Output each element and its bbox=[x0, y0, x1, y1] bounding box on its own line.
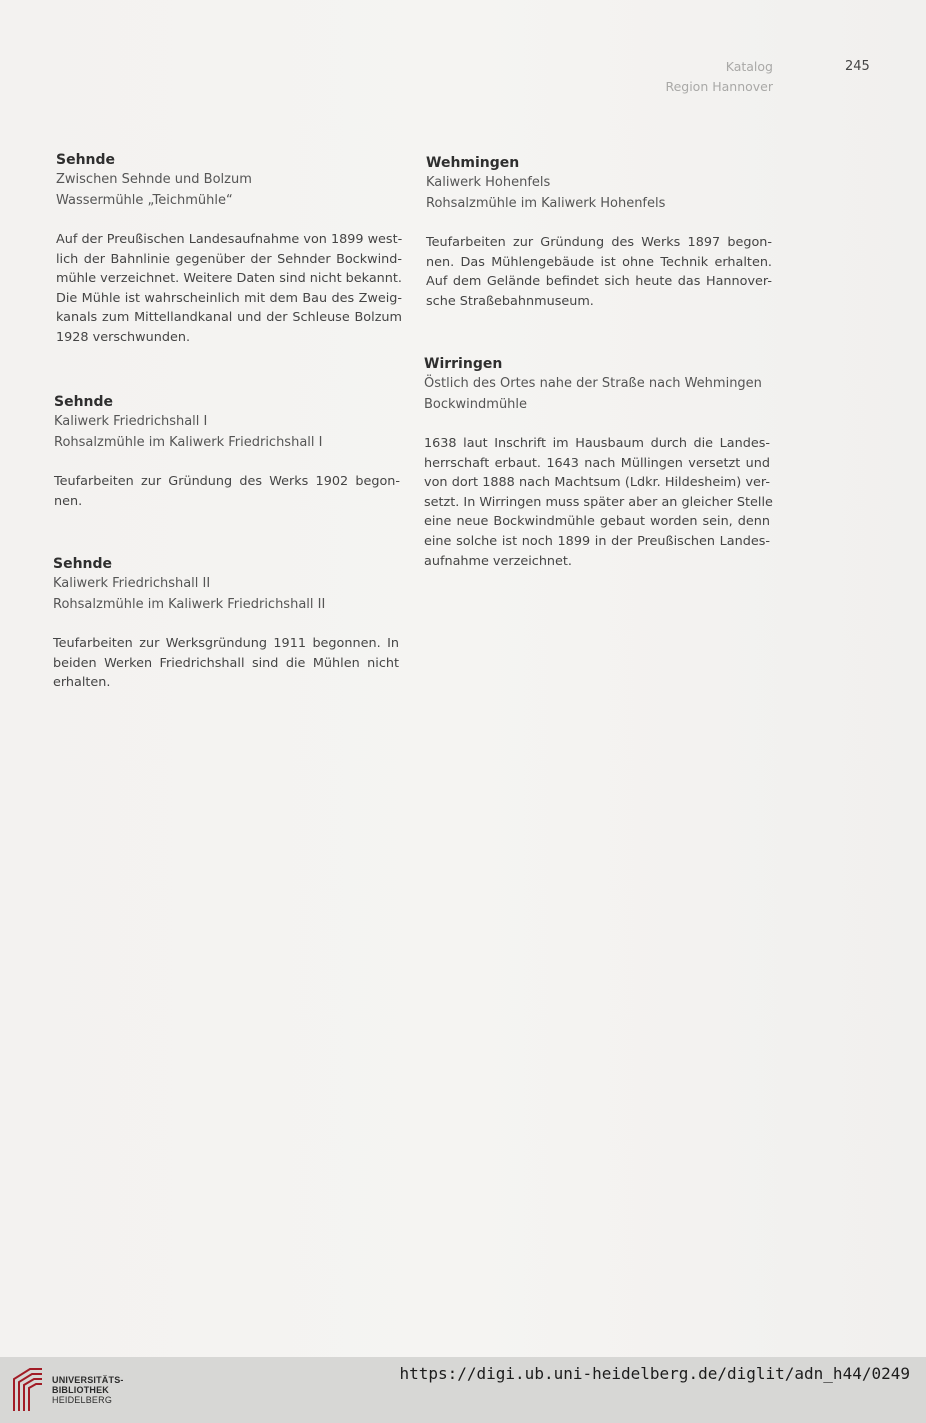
text-line: von dort 1888 nach Machtsum (Ldkr. Hildesheim) ver- bbox=[424, 475, 770, 491]
entry-description bbox=[53, 634, 399, 693]
entry-location: Östlich des Ortes nahe der Straße nach Wehmingen bbox=[424, 376, 762, 391]
entry-title: Sehnde bbox=[53, 556, 113, 572]
entry-description bbox=[426, 233, 772, 311]
entry-title: Sehnde bbox=[56, 152, 116, 168]
text-line: mühle verzeichnet. Weitere Daten sind nicht bekannt. bbox=[56, 271, 402, 287]
university-library-logo-icon bbox=[10, 1365, 44, 1415]
library-name-line3: HEIDELBERG bbox=[52, 1395, 113, 1405]
entry-description bbox=[424, 434, 773, 571]
running-header bbox=[665, 57, 773, 97]
entry-mill-type: Wassermühle „Teichmühle“ bbox=[56, 192, 233, 208]
library-name-line1: UNIVERSITÄTS- bbox=[52, 1375, 124, 1385]
text-line: erhalten. bbox=[53, 675, 111, 691]
text-line: Auf der Preußischen Landesaufnahme von 1899 west- bbox=[56, 232, 403, 247]
text-line: Teufarbeiten zur Gründung des Werks 1902 begon- bbox=[54, 474, 400, 489]
entry-location: Zwischen Sehnde und Bolzum bbox=[56, 172, 252, 187]
catalog-entry-wehmingen-hohenfels bbox=[426, 153, 772, 311]
catalog-entry-sehnde-friedrichshall-1 bbox=[54, 392, 400, 511]
catalog-entry-sehnde-teichmuehle bbox=[56, 150, 402, 348]
catalog-entry-wirringen bbox=[424, 354, 773, 571]
source-url-link[interactable]: https://digi.ub.uni-heidelberg.de/diglit/adn_h44/0249 bbox=[399, 1364, 910, 1383]
text-line: 1928 verschwunden. bbox=[56, 329, 191, 345]
text-line: sche Straßebahnmuseum. bbox=[426, 293, 594, 309]
text-line: herrschaft erbaut. 1643 nach Müllingen versetzt und bbox=[424, 455, 770, 471]
text-line: 1638 laut Inschrift im Hausbaum durch die Landes- bbox=[424, 436, 770, 451]
text-line: Die Mühle ist wahrscheinlich mit dem Bau des Zweig- bbox=[56, 290, 402, 306]
text-line: aufnahme verzeichnet. bbox=[424, 553, 572, 569]
page-number: 245 bbox=[845, 59, 870, 74]
text-line: kanals zum Mittellandkanal und der Schleuse Bolzum bbox=[56, 310, 402, 326]
text-line: Teufarbeiten zur Gründung des Werks 1897 begon- bbox=[426, 235, 772, 250]
text-line: eine solche ist noch 1899 in der Preußischen Landes- bbox=[424, 533, 770, 549]
entry-title: Wehmingen bbox=[426, 155, 520, 171]
header-region: Region Hannover bbox=[665, 79, 773, 94]
entry-location: Kaliwerk Friedrichshall II bbox=[53, 576, 211, 591]
library-name bbox=[52, 1375, 124, 1405]
text-line: nen. Das Mühlengebäude ist ohne Technik erhalten. bbox=[426, 254, 772, 270]
entry-title: Wirringen bbox=[424, 356, 503, 372]
entry-location: Kaliwerk Friedrichshall I bbox=[54, 414, 208, 429]
header-section: Katalog bbox=[725, 59, 773, 74]
catalog-entry-sehnde-friedrichshall-2 bbox=[53, 554, 399, 693]
text-line: beiden Werken Friedrichshall sind die Mühlen nicht bbox=[53, 655, 399, 671]
text-line: nen. bbox=[54, 493, 83, 509]
entry-mill-type: Rohsalzmühle im Kaliwerk Friedrichshall II bbox=[53, 596, 326, 612]
text-line: lich der Bahnlinie gegenüber der Sehnder Bockwind- bbox=[56, 251, 402, 267]
entry-mill-type: Bockwindmühle bbox=[424, 396, 528, 412]
text-line: eine neue Bockwindmühle gebaut worden sein, denn bbox=[424, 514, 770, 530]
library-name-line2: BIBLIOTHEK bbox=[52, 1385, 109, 1395]
entry-mill-type: Rohsalzmühle im Kaliwerk Hohenfels bbox=[426, 195, 666, 211]
entry-mill-type: Rohsalzmühle im Kaliwerk Friedrichshall I bbox=[54, 434, 323, 450]
text-line: Teufarbeiten zur Werksgründung 1911 begonnen. In bbox=[53, 636, 399, 651]
entry-location: Kaliwerk Hohenfels bbox=[426, 175, 551, 190]
entry-description bbox=[56, 230, 402, 348]
entry-title: Sehnde bbox=[54, 394, 114, 410]
text-line: setzt. In Wirringen muss später aber an gleicher Stelle bbox=[424, 494, 773, 510]
text-line: Auf dem Gelände befindet sich heute das Hannover- bbox=[426, 274, 772, 290]
digitization-footer bbox=[0, 1357, 926, 1423]
entry-description bbox=[54, 472, 400, 511]
